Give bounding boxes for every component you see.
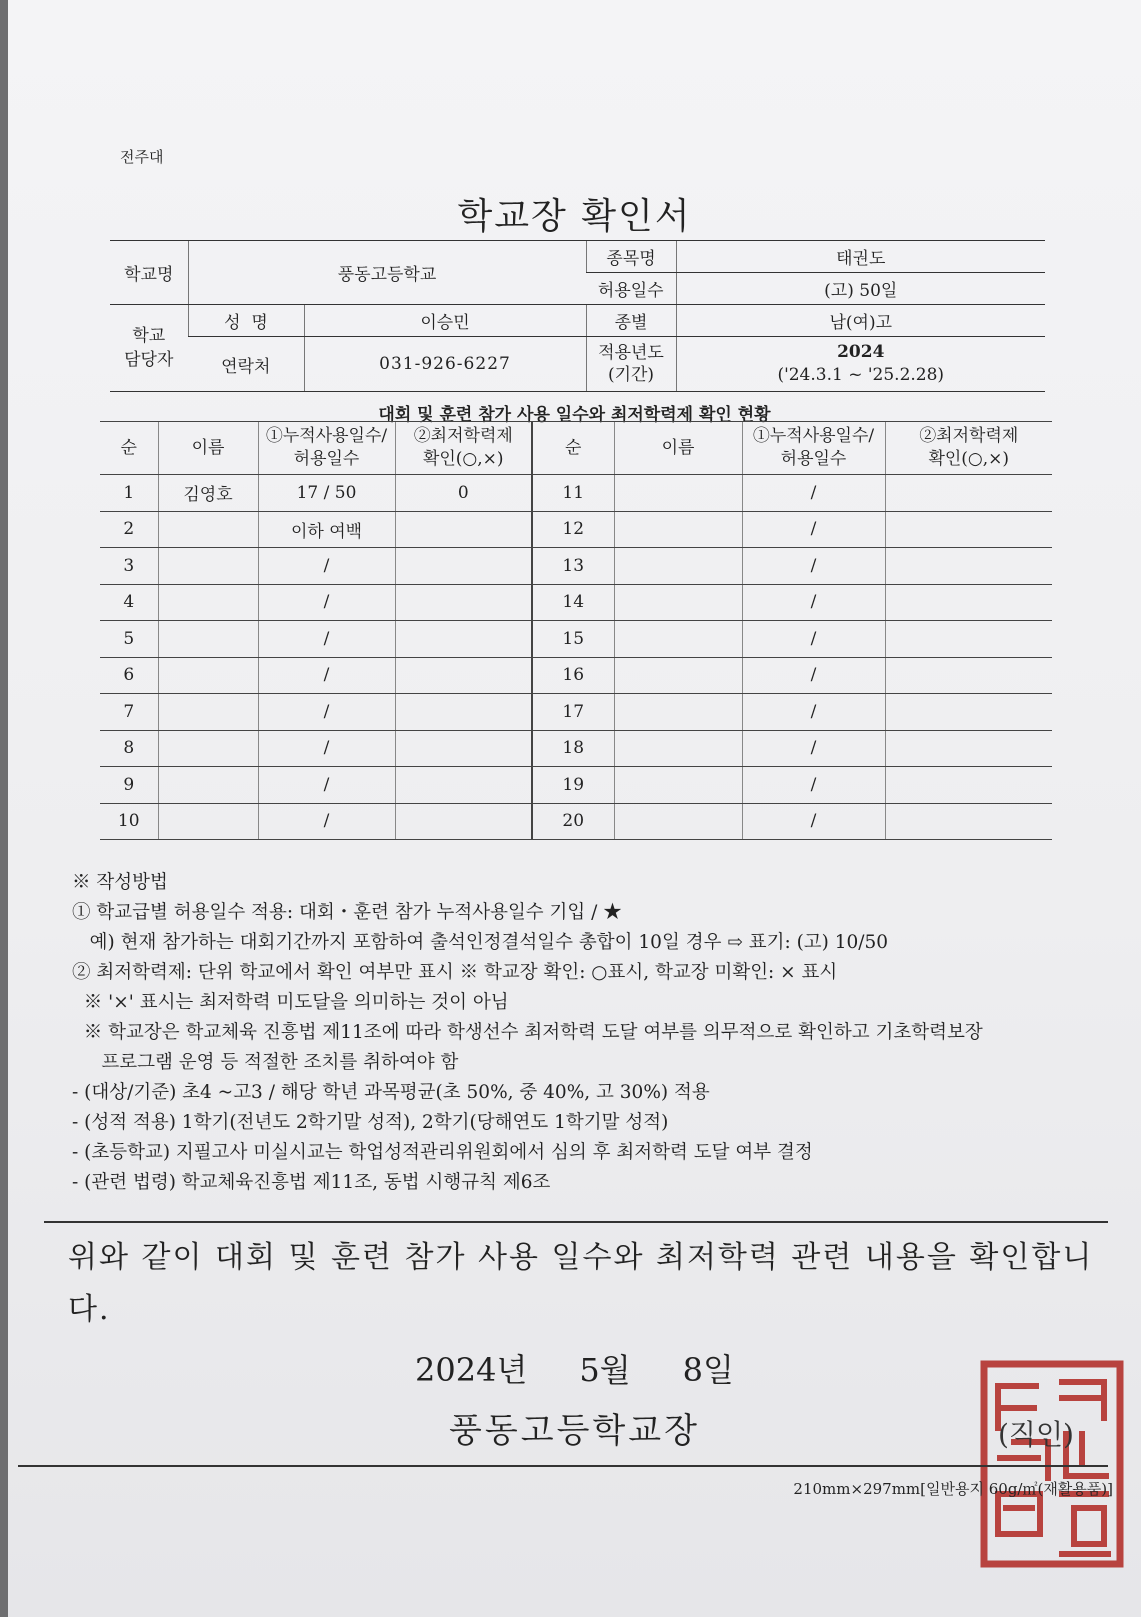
row-name bbox=[158, 584, 258, 621]
table-row bbox=[100, 730, 1052, 767]
allowed-days-value: (고) 50일 bbox=[676, 273, 1045, 305]
header-check-right-line1: ②최저학력제 bbox=[919, 426, 1019, 446]
header-days-line1: ①누적사용일수/ bbox=[265, 426, 388, 446]
year-label bbox=[586, 337, 676, 392]
info-table bbox=[110, 240, 1045, 392]
confirmation-statement: 위와 같이 대회 및 훈련 참가 사용 일수와 최저학력 관련 내용을 확인합니다. bbox=[68, 1240, 1094, 1327]
table-row bbox=[100, 548, 1052, 585]
row-check bbox=[395, 803, 532, 840]
year-label-line2: (기간) bbox=[607, 365, 655, 385]
sport-label: 종목명 bbox=[586, 241, 676, 273]
row-no: 5 bbox=[100, 621, 158, 658]
row-name bbox=[158, 621, 258, 658]
row-no: 2 bbox=[100, 511, 158, 548]
row-days: / bbox=[258, 730, 395, 767]
row-name-right bbox=[614, 803, 742, 840]
row-name-right bbox=[614, 475, 742, 512]
row-no: 1 bbox=[100, 475, 158, 512]
row-check bbox=[395, 548, 532, 585]
row-days-right: / bbox=[742, 730, 885, 767]
instruction-line: - (성적 적용) 1학기(전년도 2학기말 성적), 2학기(당해연도 1학기말 성적) bbox=[72, 1112, 669, 1133]
row-days: / bbox=[258, 621, 395, 658]
row-check-right bbox=[885, 803, 1052, 840]
instruction-line: ※ '×' 표시는 최저학력 미도달을 의미하는 것이 아님 bbox=[72, 992, 509, 1013]
row-name-right bbox=[614, 730, 742, 767]
row-name-right bbox=[614, 584, 742, 621]
row-check-right bbox=[885, 548, 1052, 585]
header-check-line1: ②최저학력제 bbox=[413, 426, 513, 446]
row-no-right: 16 bbox=[532, 657, 614, 694]
table-header-row bbox=[100, 422, 1052, 475]
instruction-line: 프로그램 운영 등 적절한 조치를 취하여야 함 bbox=[72, 1052, 459, 1073]
instruction-line: ② 최저학력제: 단위 학교에서 확인 여부만 표시 ※ 학교장 확인: ○표시, 학교장 미확인: × 표시 bbox=[72, 962, 838, 983]
row-name-right bbox=[614, 548, 742, 585]
row-check-right bbox=[885, 730, 1052, 767]
row-no-right: 13 bbox=[532, 548, 614, 585]
table-row bbox=[100, 475, 1052, 512]
row-check: 0 bbox=[395, 475, 532, 512]
row-days: / bbox=[258, 584, 395, 621]
type-value: 남(여)고 bbox=[676, 305, 1045, 337]
bottom-rule bbox=[18, 1465, 1108, 1467]
year-period: ('24.3.1 ~ '25.2.28) bbox=[777, 365, 945, 385]
manager-name: 이승민 bbox=[304, 305, 586, 337]
row-check-right bbox=[885, 657, 1052, 694]
row-days: 이하 여백 bbox=[258, 511, 395, 548]
header-check-right bbox=[885, 422, 1052, 475]
row-name-right bbox=[614, 621, 742, 658]
school-name: 풍동고등학교 bbox=[188, 241, 586, 305]
instruction-line: - (대상/기준) 초4 ~고3 / 해당 학년 과목평균(초 50%, 중 40%, 고 30%) 적용 bbox=[72, 1082, 710, 1103]
row-check-right bbox=[885, 584, 1052, 621]
allowed-days-label: 허용일수 bbox=[586, 273, 676, 305]
row-check bbox=[395, 694, 532, 731]
row-check bbox=[395, 767, 532, 804]
instruction-line: ※ 작성방법 bbox=[72, 872, 168, 893]
instruction-line: ※ 학교장은 학교체육 진흥법 제11조에 따라 학생선수 최저학력 도달 여부를 의무적으로 확인하고 기초학력보장 bbox=[72, 1022, 983, 1043]
participation-table bbox=[100, 421, 1052, 840]
header-days-right-line1: ①누적사용일수/ bbox=[752, 426, 875, 446]
row-days-right: / bbox=[742, 767, 885, 804]
row-days-right: / bbox=[742, 694, 885, 731]
table-row bbox=[100, 621, 1052, 658]
instruction-line: ① 학교급별 허용일수 적용: 대회・훈련 참가 누적사용일수 기입 / ★ bbox=[72, 902, 622, 923]
row-days: / bbox=[258, 657, 395, 694]
row-days-right: / bbox=[742, 511, 885, 548]
contact-label: 연락처 bbox=[188, 337, 304, 392]
row-days-right: / bbox=[742, 475, 885, 512]
instruction-line: - (초등학교) 지필고사 미실시교는 학업성적관리위원회에서 심의 후 최저학력 도달 여부 결정 bbox=[72, 1142, 813, 1163]
table-row bbox=[100, 694, 1052, 731]
year-number: 2024 bbox=[837, 342, 885, 362]
row-no: 4 bbox=[100, 584, 158, 621]
instruction-line: 예) 현재 참가하는 대회기간까지 포함하여 출석인정결석일수 총합이 10일 경우 ⇨ 표기: (고) 10/50 bbox=[72, 932, 889, 953]
manager-label-line2: 담당자 bbox=[124, 350, 174, 370]
row-name-right bbox=[614, 694, 742, 731]
row-check-right bbox=[885, 694, 1052, 731]
row-check-right bbox=[885, 621, 1052, 658]
type-label: 종별 bbox=[586, 305, 676, 337]
row-days: / bbox=[258, 803, 395, 840]
header-no: 순 bbox=[100, 422, 158, 475]
row-days-right: / bbox=[742, 803, 885, 840]
row-no-right: 20 bbox=[532, 803, 614, 840]
header-name-right: 이름 bbox=[614, 422, 742, 475]
header-days-line2: 허용일수 bbox=[293, 449, 360, 469]
row-name-right bbox=[614, 511, 742, 548]
row-name bbox=[158, 548, 258, 585]
row-check bbox=[395, 730, 532, 767]
date-day: 8일 bbox=[682, 1351, 734, 1389]
row-days-right: / bbox=[742, 584, 885, 621]
row-no-right: 15 bbox=[532, 621, 614, 658]
header-no-right: 순 bbox=[532, 422, 614, 475]
school-label: 학교명 bbox=[110, 241, 188, 305]
table-row bbox=[100, 657, 1052, 694]
header-days-right bbox=[742, 422, 885, 475]
instruction-line: - (관련 법령) 학교체육진흥법 제11조, 동법 시행규칙 제6조 bbox=[72, 1172, 551, 1193]
header-corner-text: 전주대 bbox=[120, 148, 164, 166]
table-title: 대회 및 훈련 참가 사용 일수와 최저학력제 확인 현황 bbox=[378, 405, 771, 425]
year-value bbox=[676, 337, 1045, 392]
header-name: 이름 bbox=[158, 422, 258, 475]
row-name-right bbox=[614, 767, 742, 804]
header-check bbox=[395, 422, 532, 475]
row-no-right: 18 bbox=[532, 730, 614, 767]
row-check bbox=[395, 621, 532, 658]
paper-spec: 210mm×297mm[일반용지 60g/㎡(재활용품)] bbox=[793, 1480, 1113, 1498]
manager-label bbox=[110, 305, 188, 392]
header-days-right-line2: 허용일수 bbox=[780, 449, 847, 469]
header-check-line2: 확인(○,×) bbox=[422, 449, 504, 469]
row-no-right: 11 bbox=[532, 475, 614, 512]
issue-date bbox=[8, 1345, 1141, 1391]
table-row bbox=[100, 803, 1052, 840]
header-days bbox=[258, 422, 395, 475]
row-name-right bbox=[614, 657, 742, 694]
row-no: 10 bbox=[100, 803, 158, 840]
table-row bbox=[100, 511, 1052, 548]
row-days-right: / bbox=[742, 548, 885, 585]
row-check-right bbox=[885, 475, 1052, 512]
date-year: 2024년 bbox=[415, 1351, 528, 1389]
row-name bbox=[158, 767, 258, 804]
row-check-right bbox=[885, 511, 1052, 548]
row-no-right: 19 bbox=[532, 767, 614, 804]
row-check bbox=[395, 584, 532, 621]
row-name bbox=[158, 511, 258, 548]
year-label-line1: 적용년도 bbox=[598, 343, 664, 363]
divider-line bbox=[44, 1221, 1108, 1223]
contact-value: 031-926-6227 bbox=[304, 337, 586, 392]
row-no: 8 bbox=[100, 730, 158, 767]
sport-value: 태권도 bbox=[676, 241, 1045, 273]
row-no: 7 bbox=[100, 694, 158, 731]
row-name bbox=[158, 657, 258, 694]
row-days-right: / bbox=[742, 621, 885, 658]
row-days: / bbox=[258, 548, 395, 585]
manager-label-line1: 학교 bbox=[132, 326, 166, 346]
table-row bbox=[100, 584, 1052, 621]
official-seal-icon bbox=[978, 1358, 1126, 1570]
row-name: 김영호 bbox=[158, 475, 258, 512]
row-name bbox=[158, 730, 258, 767]
page-title: 학교장 확인서 bbox=[457, 196, 692, 237]
name-label: 성 명 bbox=[188, 305, 304, 337]
row-days: / bbox=[258, 767, 395, 804]
row-check bbox=[395, 657, 532, 694]
row-check-right bbox=[885, 767, 1052, 804]
row-no-right: 17 bbox=[532, 694, 614, 731]
header-check-right-line2: 확인(○,×) bbox=[928, 449, 1010, 469]
table-row bbox=[100, 767, 1052, 804]
row-no: 3 bbox=[100, 548, 158, 585]
seal-label: (직인) bbox=[998, 1418, 1074, 1451]
instructions bbox=[72, 868, 1082, 1198]
row-name bbox=[158, 694, 258, 731]
document-page bbox=[8, 0, 1141, 1617]
row-no: 9 bbox=[100, 767, 158, 804]
principal-title: 풍동고등학교장 bbox=[449, 1411, 700, 1451]
row-days: 17 / 50 bbox=[258, 475, 395, 512]
row-days-right: / bbox=[742, 657, 885, 694]
row-no-right: 14 bbox=[532, 584, 614, 621]
row-no-right: 12 bbox=[532, 511, 614, 548]
row-no: 6 bbox=[100, 657, 158, 694]
date-month: 5월 bbox=[579, 1351, 631, 1389]
row-days: / bbox=[258, 694, 395, 731]
row-name bbox=[158, 803, 258, 840]
row-check bbox=[395, 511, 532, 548]
